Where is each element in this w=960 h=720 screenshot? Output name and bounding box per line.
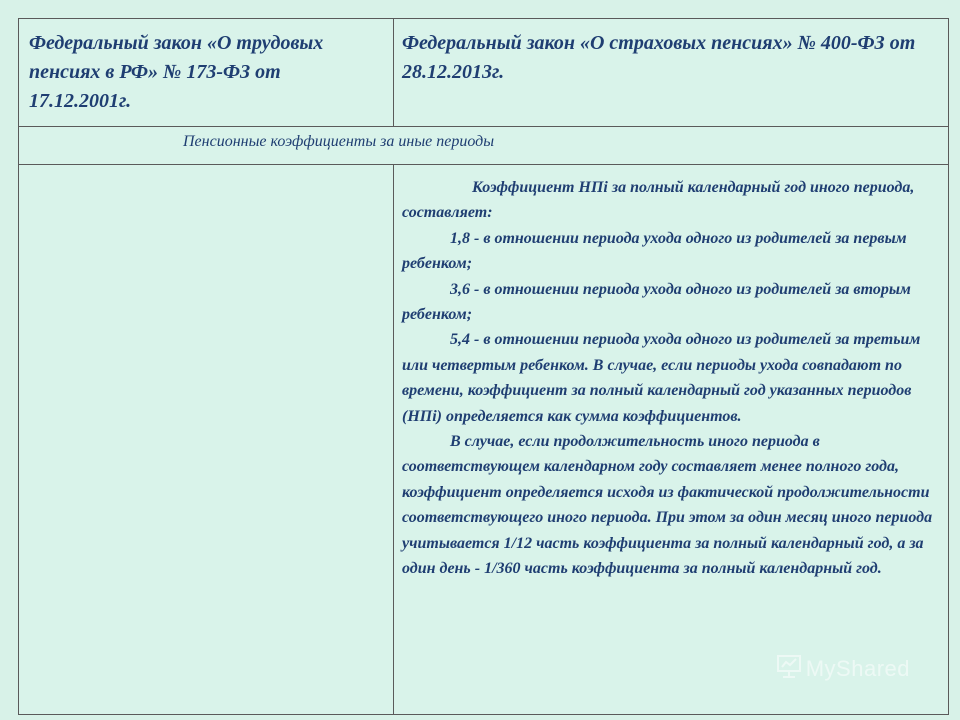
paragraph-coefficient-intro: Коэффициент НПi за полный календарный год иного периода, составляет: xyxy=(402,179,915,222)
header-cell-old-law xyxy=(19,19,394,127)
header-new-law-text: Федеральный закон «О страховых пенсиях» № 400-ФЗ от 28.12.2013г. xyxy=(402,32,916,83)
header-old-law-text: Федеральный закон «О трудовых пенсиях в РФ» № 173-ФЗ от 17.12.2001г. xyxy=(29,32,324,112)
section-subheader: Пенсионные коэффициенты за иные периоды xyxy=(19,127,948,165)
body-cell-old-law xyxy=(19,165,394,714)
paragraph-second-child: 3,6 - в отношении периода ухода одного из родителей за вторым ребенком; xyxy=(402,280,911,324)
body-cell-new-law xyxy=(394,165,948,714)
paragraph-first-child: 1,8 - в отношении периода ухода одного из родителей за первым ребенком; xyxy=(402,229,907,273)
header-cell-new-law xyxy=(394,19,948,127)
watermark xyxy=(776,653,910,684)
paragraph-partial-year: В случае, если продолжительность иного периода в соответствующем календарном году составляет менее полного года, коэффициент определяется исходя из фактической продолжительности соответствующего иного периода. При этом за один месяц иного периода учитывается 1/12 часть коэффициента за полный календарный год, а за один день - 1/360 часть коэффициента за полный календарный год. xyxy=(402,433,933,578)
presentation-board-icon xyxy=(776,653,802,684)
paragraph-third-fourth-child: 5,4 - в отношении периода ухода одного из родителей за третьим или четвертым ребенком. В случае, если периоды ухода совпадают по времени, коэффициент за полный календарный год указанных периодов (НПi) определяется как сумма коэффициентов. xyxy=(402,331,921,425)
watermark-text: MyShared xyxy=(805,655,910,681)
comparison-table xyxy=(18,18,949,715)
